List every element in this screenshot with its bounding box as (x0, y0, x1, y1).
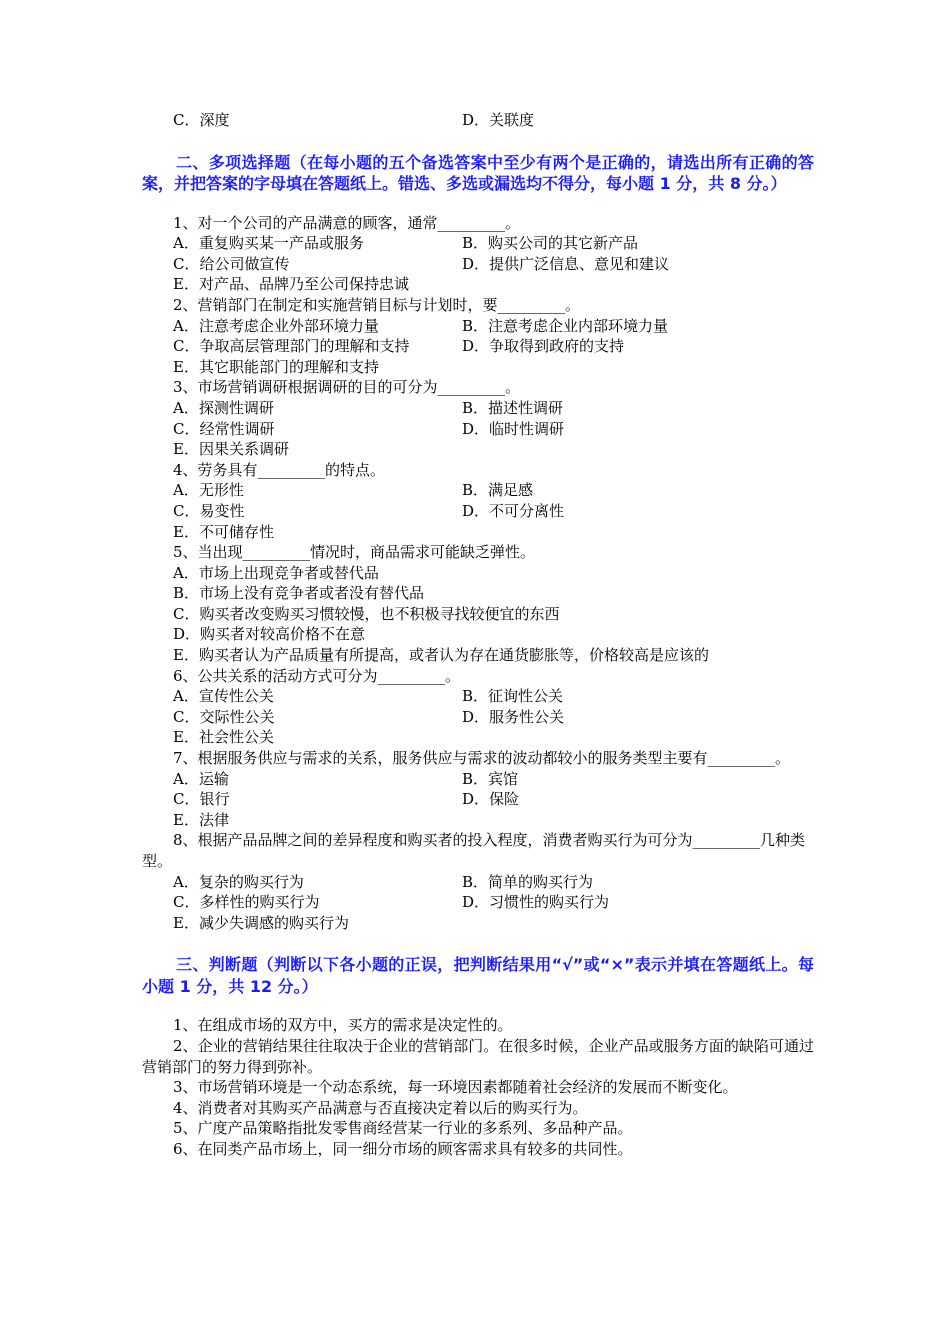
option-b: B．满足感 (462, 481, 534, 500)
option-a: A．运输 (173, 769, 229, 788)
option-c: C．给公司做宣传 (173, 254, 290, 273)
question-stem: 6、公共关系的活动方式可分为_________。 (173, 666, 461, 685)
option-row (142, 892, 814, 913)
option-row (142, 686, 814, 707)
question-stem: 3、市场营销调研根据调研的目的可分为_________。 (173, 378, 521, 397)
document-content (142, 110, 814, 1160)
option-c: C．购买者改变购买习惯较慢，也不积极寻找较便宜的东西 (173, 604, 560, 623)
option-d: D．服务性公关 (462, 707, 565, 726)
question-2 (142, 295, 814, 377)
option-e: E．因果关系调研 (173, 440, 289, 459)
option-row (142, 872, 814, 893)
option-e: E．对产品、品牌乃至公司保持忠诚 (173, 275, 409, 294)
option-a: A．探测性调研 (173, 398, 274, 417)
option-d: D．习惯性的购买行为 (462, 893, 610, 912)
question-7 (142, 748, 814, 830)
option-a: A．注意考虑企业外部环境力量 (173, 316, 379, 335)
option-b: B．宾馆 (462, 769, 519, 788)
question-3 (142, 377, 814, 459)
option-b: B．注意考虑企业内部环境力量 (462, 316, 669, 335)
section-3-heading: 三、判断题（判断以下各小题的正误，把判断结果用“√”或“×”表示并填在答题纸上。每小题 1 分，共 12 分。） (142, 955, 814, 996)
option-d: D．不可分离性 (462, 501, 565, 520)
tf-item-3: 3、市场营销环境是一个动态系统，每一环境因素都随着社会经济的发展而不断变化。 (173, 1078, 738, 1097)
section-2-heading: 二、多项选择题（在每小题的五个备选答案中至少有两个是正确的，请选出所有正确的答案，并把答案的字母填在答题纸上。错选、多选或漏选均不得分，每小题 1 分，共 8 分。） (142, 152, 814, 194)
option-c: C．争取高层管理部门的理解和支持 (173, 337, 410, 356)
question-4 (142, 460, 814, 542)
tf-item-6: 6、在同类产品市场上，同一细分市场的顾客需求具有较多的共同性。 (173, 1139, 633, 1158)
question-8 (142, 830, 814, 933)
option-a: A．宣传性公关 (173, 687, 274, 706)
option-b: B．市场上没有竞争者或者没有替代品 (173, 584, 425, 603)
option-d: D．争取得到政府的支持 (462, 337, 625, 356)
option-c: C．经常性调研 (173, 419, 275, 438)
option-a: A．无形性 (173, 481, 244, 500)
true-false-list (142, 1015, 814, 1159)
option-e: E．社会性公关 (173, 728, 274, 747)
option-row (142, 707, 814, 728)
tf-item-1: 1、在组成市场的双方中，买方的需求是决定性的。 (173, 1016, 513, 1035)
option-row (142, 110, 814, 131)
question-stem: 2、营销部门在制定和实施营销目标与计划时，要_________。 (173, 295, 581, 314)
option-d: D．关联度 (462, 111, 535, 129)
option-c: C．多样性的购买行为 (173, 893, 320, 912)
option-b: B．简单的购买行为 (462, 872, 594, 891)
option-row (142, 419, 814, 440)
option-row (142, 233, 814, 254)
question-6 (142, 666, 814, 748)
option-a: A．复杂的购买行为 (173, 872, 304, 891)
option-b: B．描述性调研 (462, 398, 564, 417)
question-stem: 5、当出现_________情况时，商品需求可能缺乏弹性。 (173, 543, 536, 562)
option-row (142, 789, 814, 810)
option-d: D．保险 (462, 790, 520, 809)
option-d: D．临时性调研 (462, 419, 565, 438)
question-stem: 8、根据产品品牌之间的差异程度和购买者的投入程度，消费者购买行为可分为_________几种类型。 (142, 831, 806, 870)
tf-item-2: 2、企业的营销结果往往取决于企业的营销部门。在很多时候，企业产品或服务方面的缺陷可通过营销部门的努力得到弥补。 (142, 1036, 814, 1076)
option-c: C．交际性公关 (173, 707, 275, 726)
option-e: E．法律 (173, 810, 229, 829)
option-c: C．深度 (173, 111, 230, 129)
option-c: C．易变性 (173, 501, 245, 520)
option-e: E．减少失调感的购买行为 (173, 913, 349, 932)
option-a: A．市场上出现竞争者或替代品 (173, 563, 379, 582)
option-row (142, 769, 814, 790)
option-a: A．重复购买某一产品或服务 (173, 234, 364, 253)
question-stem: 4、劳务具有_________的特点。 (173, 460, 386, 479)
option-b: B．购买公司的其它新产品 (462, 234, 639, 253)
option-b: B．征询性公关 (462, 687, 564, 706)
option-row (142, 254, 814, 275)
option-row (142, 398, 814, 419)
question-stem: 7、根据服务供应与需求的关系，服务供应与需求的波动都较小的服务类型主要有_________。 (173, 749, 791, 768)
option-row (142, 480, 814, 501)
option-e: E．其它职能部门的理解和支持 (173, 357, 379, 376)
option-d: D．提供广泛信息、意见和建议 (462, 254, 670, 273)
option-c: C．银行 (173, 790, 230, 809)
question-1 (142, 213, 814, 295)
tf-item-4: 4、消费者对其购买产品满意与否直接决定着以后的购买行为。 (173, 1098, 588, 1117)
option-d: D．购买者对较高价格不在意 (173, 625, 366, 644)
option-row (142, 316, 814, 337)
option-row (142, 336, 814, 357)
option-e: E．不可储存性 (173, 522, 274, 541)
tf-item-5: 5、广度产品策略指批发零售商经营某一行业的多系列、多品种产品。 (173, 1119, 633, 1138)
option-row (142, 501, 814, 522)
question-5 (142, 542, 814, 666)
question-stem: 1、对一个公司的产品满意的顾客，通常_________。 (173, 213, 521, 232)
option-e: E．购买者认为产品质量有所提高，或者认为存在通货膨胀等，价格较高是应该的 (173, 646, 709, 665)
